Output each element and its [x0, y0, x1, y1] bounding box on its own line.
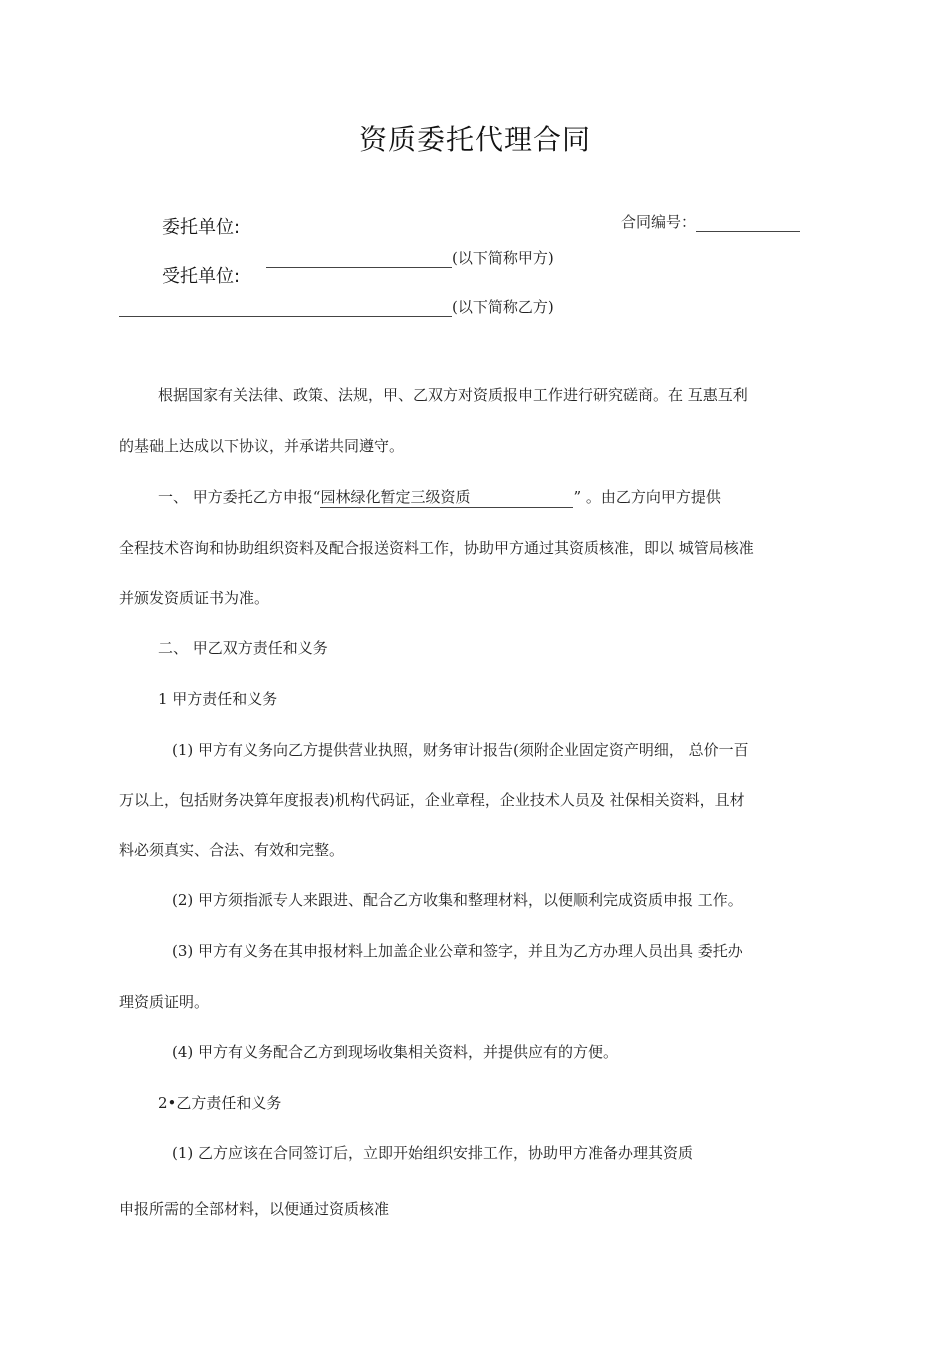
b1-line-2: 申报所需的全部材料，以便通过资质核准 — [119, 1200, 390, 1218]
section-1-suffix: ” 。由乙方向甲方提供 — [573, 488, 721, 506]
section-1-item: 园林绿化暂定三级资质 — [320, 487, 573, 508]
party-b-blank[interactable] — [119, 300, 452, 317]
a1-line-2: 万以上，包括财务决算年度报表)机构代码证，企业章程，企业技术人员及 社保相关资料，且材 — [119, 791, 745, 809]
agent-label: 受托单位: — [162, 266, 241, 287]
contract-no-text: 合同编号： — [621, 213, 697, 231]
section-1-line-2: 全程技术咨询和协助组织资料及配合报送资料工作，协助甲方通过其资质核准，即以 城管局核准 — [119, 539, 754, 557]
a3-line-1: (3) 甲方有义务在其申报材料上加盖企业公章和签字，并且为乙方办理人员出具 委托办 — [172, 942, 743, 960]
section-2-title: 二、 甲乙双方责任和义务 — [158, 639, 328, 657]
party-a-blank[interactable] — [266, 251, 452, 268]
a1-line-1: (1) 甲方有义务向乙方提供营业执照，财务审计报告(须附企业固定资产明细， 总价一百 — [172, 741, 749, 759]
a3-line-2: 理资质证明。 — [119, 993, 210, 1011]
party-b-line — [119, 297, 554, 317]
a1-line-3: 料必须真实、合法、有效和完整。 — [119, 841, 345, 859]
section-1-line-1 — [158, 487, 721, 508]
party-a-line — [266, 248, 554, 268]
party-b-note: (以下简称乙方) — [452, 298, 554, 316]
a4-line: (4) 甲方有义务配合乙方到现场收集相关资料，并提供应有的方便。 — [172, 1043, 619, 1061]
party-a-note: (以下简称甲方) — [452, 249, 554, 267]
section-1-prefix: 一、 甲方委托乙方申报“ — [158, 488, 321, 506]
party-b-duties-title: 2•乙方责任和义务 — [158, 1094, 282, 1112]
a2-line: (2) 甲方须指派专人来跟进、配合乙方收集和整理材料，以便顺利完成资质申报 工作。 — [172, 891, 743, 909]
intro-line-2: 的基础上达成以下协议，并承诺共同遵守。 — [119, 437, 405, 455]
party-a-duties-title: 1 甲方责任和义务 — [158, 690, 278, 708]
contract-no-blank[interactable] — [696, 215, 800, 232]
contract-no-label — [621, 212, 800, 232]
client-label: 委托单位: — [162, 217, 241, 238]
section-1-line-3: 并颁发资质证书为准。 — [119, 589, 270, 607]
page-title: 资质委托代理合同 — [358, 123, 591, 156]
intro-line-1: 根据国家有关法律、政策、法规，甲、乙双方对资质报申工作进行研究磋商。在 互惠互利 — [158, 386, 748, 404]
b1-line-1: (1) 乙方应该在合同签订后，立即开始组织安排工作，协助甲方准备办理其资质 — [172, 1144, 694, 1162]
